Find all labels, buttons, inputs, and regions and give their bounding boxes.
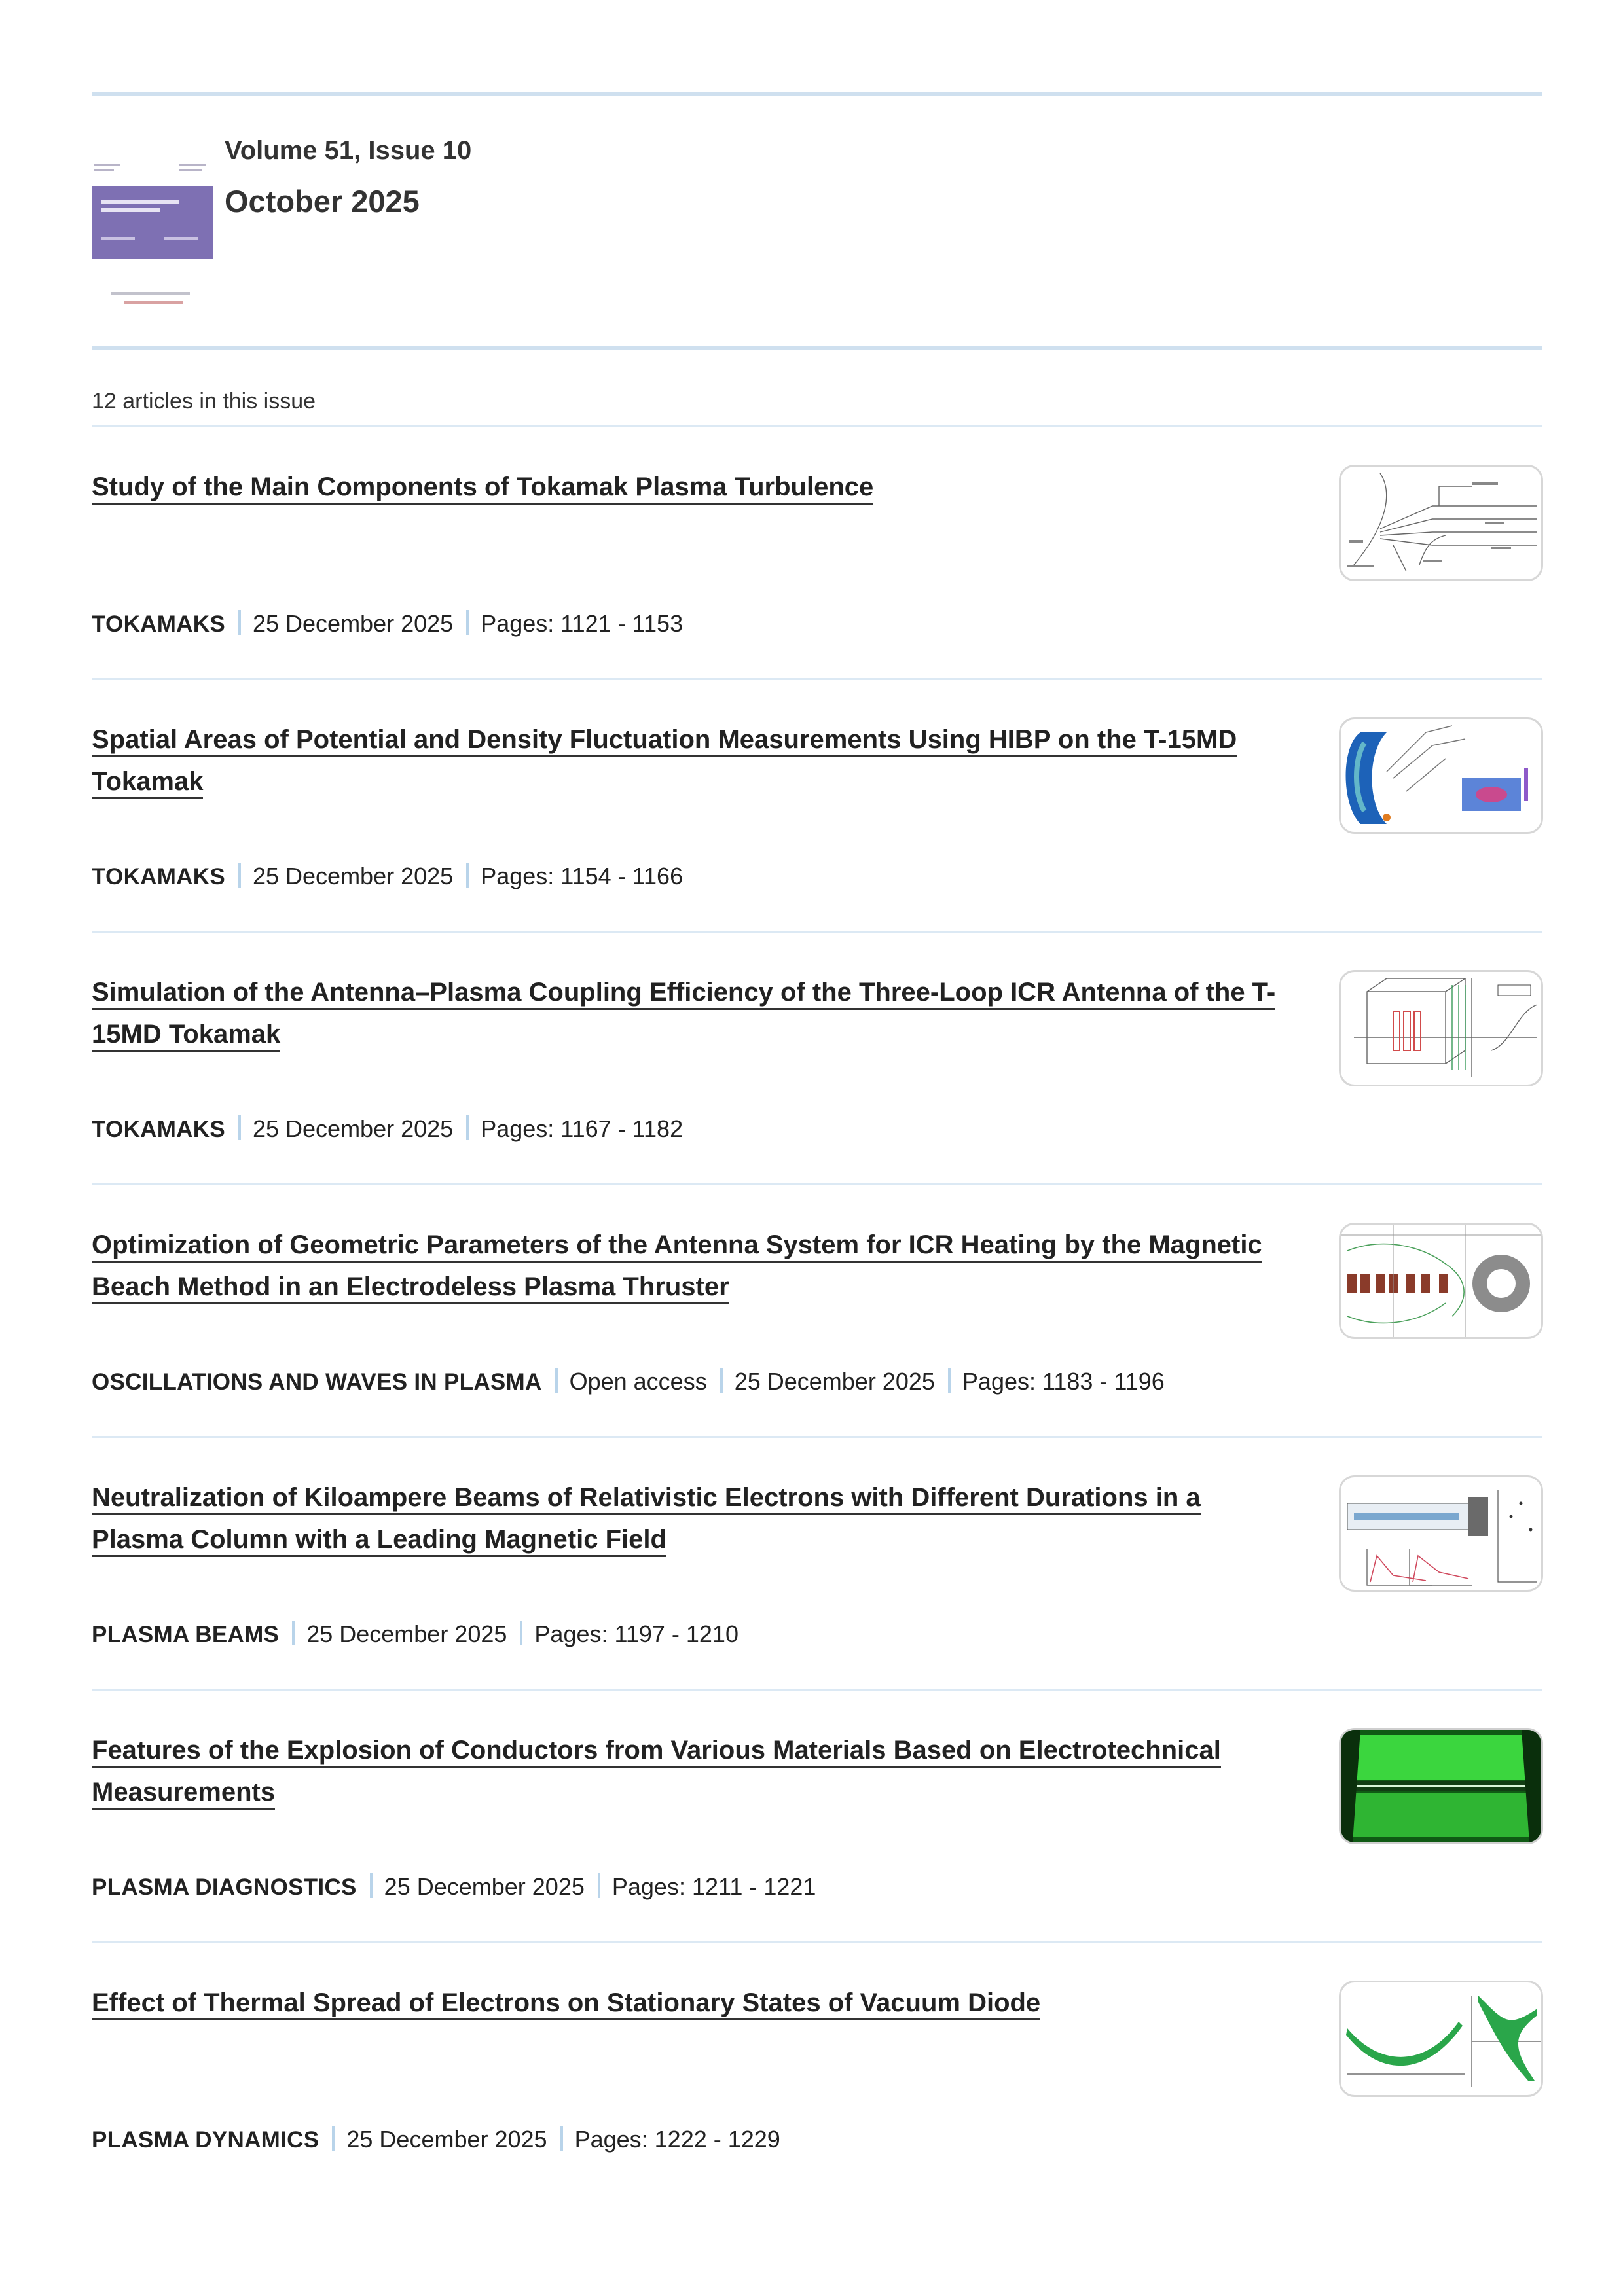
article-item — [92, 679, 1542, 932]
article-item — [92, 1185, 1542, 1437]
meta-separator — [238, 610, 241, 635]
meta-separator — [560, 2126, 563, 2151]
article-title-link[interactable]: Optimization of Geometric Parameters of the Antenna System for ICR Heating by the Magnetic Beach Method in an Electrodeless Plasma Thruster — [92, 1224, 1296, 1308]
article-thumbnail[interactable] — [1339, 1475, 1543, 1592]
article-title-link[interactable]: Study of the Main Components of Tokamak Plasma Turbulence — [92, 466, 1296, 508]
section-label[interactable]: PLASMA DIAGNOSTICS — [92, 1874, 357, 1900]
thruster-diagram-icon — [1341, 1225, 1541, 1337]
explosion-image-icon — [1341, 1730, 1541, 1842]
open-access-badge: Open access — [569, 1368, 707, 1395]
meta-separator — [948, 1368, 951, 1393]
article-meta — [92, 610, 683, 637]
page-range: Pages: 1121 - 1153 — [481, 610, 684, 637]
diode-plot-icon — [1341, 1982, 1541, 2095]
publish-date: 25 December 2025 — [252, 610, 454, 637]
article-title-link[interactable]: Features of the Explosion of Conductors from Various Materials Based on Electrotechnical Measurements — [92, 1729, 1296, 1813]
section-label[interactable]: TOKAMAKS — [92, 611, 225, 637]
article-thumbnail[interactable] — [1339, 465, 1543, 581]
article-meta — [92, 1873, 816, 1901]
article-thumbnail[interactable] — [1339, 717, 1543, 834]
section-label[interactable]: OSCILLATIONS AND WAVES IN PLASMA — [92, 1369, 542, 1395]
page-range: Pages: 1167 - 1182 — [481, 1115, 684, 1142]
article-meta — [92, 2126, 780, 2153]
article-title-link[interactable]: Effect of Thermal Spread of Electrons on Stationary States of Vacuum Diode — [92, 1982, 1296, 2024]
meta-separator — [720, 1368, 723, 1393]
cover-top-text — [94, 164, 211, 175]
publish-date: 25 December 2025 — [252, 1115, 454, 1142]
article-item — [92, 1943, 1542, 2195]
article-title-link[interactable]: Neutralization of Kiloampere Beams of Relativistic Electrons with Different Durations in a Plasma Column with a Leading Magnetic Field — [92, 1477, 1296, 1560]
article-meta — [92, 1115, 683, 1143]
issue-volume: Volume 51, Issue 10 — [225, 136, 472, 165]
section-label[interactable]: PLASMA BEAMS — [92, 1622, 280, 1647]
publish-date: 25 December 2025 — [306, 1621, 507, 1647]
page-range: Pages: 1222 - 1229 — [574, 2126, 780, 2153]
antenna-model-icon — [1341, 972, 1541, 1085]
tokamak-diagram-icon — [1341, 467, 1541, 579]
issue-header — [92, 131, 1542, 301]
meta-separator — [370, 1873, 373, 1898]
article-item — [92, 1437, 1542, 1690]
meta-separator — [555, 1368, 558, 1393]
beam-setup-icon — [1341, 1477, 1541, 1590]
cover-title-band — [92, 186, 213, 259]
page-range: Pages: 1154 - 1166 — [481, 863, 684, 889]
meta-separator — [598, 1873, 600, 1898]
meta-separator — [466, 863, 469, 888]
meta-separator — [292, 1621, 295, 1645]
article-meta — [92, 863, 683, 890]
article-title-link[interactable]: Spatial Areas of Potential and Density Fluctuation Measurements Using HIBP on the T-15MD Tokamak — [92, 719, 1296, 802]
meta-separator — [238, 863, 241, 888]
article-item — [92, 932, 1542, 1185]
hibp-diagram-icon — [1341, 719, 1541, 832]
publish-date: 25 December 2025 — [252, 863, 454, 889]
article-thumbnail[interactable] — [1339, 1981, 1543, 2097]
publish-date: 25 December 2025 — [346, 2126, 547, 2153]
article-meta — [92, 1621, 739, 1648]
header-divider — [92, 346, 1542, 350]
meta-separator — [332, 2126, 335, 2151]
page-range: Pages: 1197 - 1210 — [534, 1621, 739, 1647]
top-divider — [92, 92, 1542, 96]
page-range: Pages: 1183 - 1196 — [962, 1368, 1165, 1395]
meta-separator — [466, 1115, 469, 1140]
publish-date: 25 December 2025 — [384, 1873, 585, 1900]
section-label[interactable]: TOKAMAKS — [92, 864, 225, 889]
section-label[interactable]: TOKAMAKS — [92, 1117, 225, 1142]
meta-separator — [466, 610, 469, 635]
article-count: 12 articles in this issue — [92, 389, 316, 414]
publisher-logo — [105, 288, 203, 312]
article-thumbnail[interactable] — [1339, 970, 1543, 1086]
article-thumbnail[interactable] — [1339, 1728, 1543, 1844]
page-range: Pages: 1211 - 1221 — [611, 1873, 816, 1900]
article-item — [92, 1690, 1542, 1943]
article-thumbnail[interactable] — [1339, 1223, 1543, 1339]
meta-separator — [238, 1115, 241, 1140]
publish-date: 25 December 2025 — [734, 1368, 935, 1395]
section-label[interactable]: PLASMA DYNAMICS — [92, 2127, 319, 2153]
meta-separator — [520, 1621, 522, 1645]
article-title-link[interactable]: Simulation of the Antenna–Plasma Coupling Efficiency of the Three-Loop ICR Antenna of the T-15MD Tokamak — [92, 971, 1296, 1055]
issue-month: October 2025 — [225, 184, 420, 219]
article-meta — [92, 1368, 1165, 1395]
journal-cover-image[interactable] — [92, 157, 213, 321]
article-item — [92, 427, 1542, 679]
